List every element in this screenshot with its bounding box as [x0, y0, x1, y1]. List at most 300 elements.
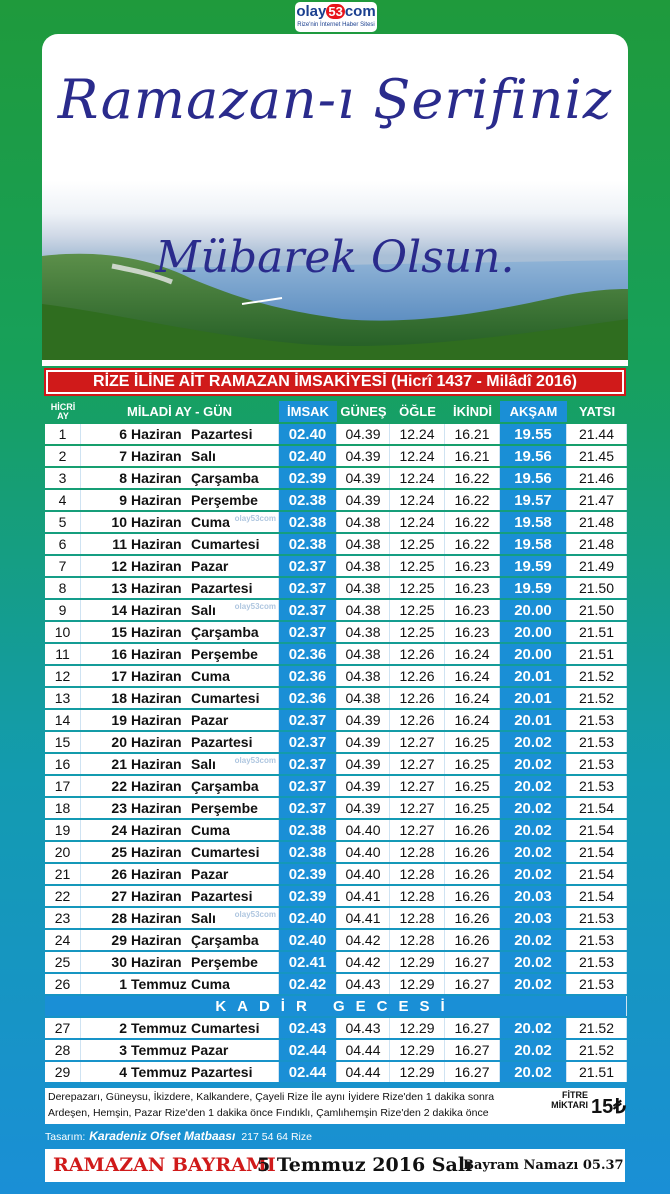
month-name: Haziran [131, 558, 182, 574]
weekday-name: Perşembe [191, 954, 258, 970]
table-row [45, 952, 627, 972]
day-number: 9 [119, 492, 127, 508]
ikindi-time: 16.24 [445, 710, 500, 730]
ikindi-time: 16.27 [445, 1018, 500, 1038]
gunes-time: 04.38 [337, 666, 390, 686]
weekday-name: Salı [191, 602, 216, 618]
day-number: 15 [111, 624, 127, 640]
gunes-time: 04.43 [337, 974, 390, 994]
ikindi-time: 16.23 [445, 556, 500, 576]
yatsi-time: 21.47 [567, 490, 627, 510]
weekday-name: Perşembe [191, 800, 258, 816]
district-notes [48, 1089, 533, 1121]
month-name: Haziran [131, 448, 182, 464]
imsak-time: 02.44 [279, 1062, 337, 1082]
ikindi-time: 16.21 [445, 446, 500, 466]
col-gunes: GÜNEŞ [340, 404, 387, 419]
weekday-name: Cumartesi [191, 844, 260, 860]
weekday-name: Pazar [191, 712, 229, 728]
ogle-time: 12.27 [390, 732, 445, 752]
day-number: 14 [111, 602, 127, 618]
month-name: Haziran [131, 910, 182, 926]
miladi-date [81, 424, 279, 444]
hicri-day: 4 [45, 490, 81, 510]
aksam-time: 20.02 [500, 820, 567, 840]
olay53-logo[interactable] [295, 2, 377, 32]
ikindi-time: 16.27 [445, 1062, 500, 1082]
day-number: 12 [111, 558, 127, 574]
hicri-day: 5 [45, 512, 81, 532]
weekday-name: Cumartesi [191, 1020, 260, 1036]
weekday-name: Cuma [191, 514, 230, 530]
miladi-date [81, 446, 279, 466]
hicri-day: 21 [45, 864, 81, 884]
ikindi-time: 16.25 [445, 798, 500, 818]
imsak-time: 02.37 [279, 600, 337, 620]
ikindi-time: 16.25 [445, 732, 500, 752]
hicri-day: 17 [45, 776, 81, 796]
imsak-time: 02.40 [279, 424, 337, 444]
ogle-time: 12.25 [390, 622, 445, 642]
ogle-time: 12.26 [390, 710, 445, 730]
miladi-date [81, 864, 279, 884]
miladi-date [81, 622, 279, 642]
hicri-day: 12 [45, 666, 81, 686]
gunes-time: 04.40 [337, 842, 390, 862]
yatsi-time: 21.48 [567, 534, 627, 554]
yatsi-time: 21.54 [567, 820, 627, 840]
yatsi-time: 21.54 [567, 842, 627, 862]
weekday-name: Cuma [191, 822, 230, 838]
yatsi-time: 21.54 [567, 864, 627, 884]
ogle-time: 12.29 [390, 1040, 445, 1060]
ogle-time: 12.29 [390, 1018, 445, 1038]
table-row [45, 424, 627, 444]
weekday-name: Cuma [191, 976, 230, 992]
ikindi-time: 16.23 [445, 622, 500, 642]
ogle-time: 12.25 [390, 534, 445, 554]
day-number: 17 [111, 668, 127, 684]
imsak-time: 02.40 [279, 930, 337, 950]
weekday-name: Pazartesi [191, 888, 253, 904]
table-row [45, 886, 627, 906]
gunes-time: 04.44 [337, 1040, 390, 1060]
yatsi-time: 21.53 [567, 930, 627, 950]
yatsi-time: 21.54 [567, 886, 627, 906]
day-number: 27 [111, 888, 127, 904]
weekday-name: Çarşamba [191, 778, 259, 794]
day-number: 22 [111, 778, 127, 794]
weekday-name: Pazartesi [191, 1064, 253, 1080]
hicri-day: 29 [45, 1062, 81, 1082]
month-name: Haziran [131, 888, 182, 904]
hicri-day: 10 [45, 622, 81, 642]
table-row [45, 842, 627, 862]
ogle-time: 12.24 [390, 446, 445, 466]
aksam-time: 19.58 [500, 534, 567, 554]
ogle-time: 12.28 [390, 908, 445, 928]
weekday-name: Çarşamba [191, 624, 259, 640]
hicri-day: 9 [45, 600, 81, 620]
logo-text-right: com [344, 3, 376, 20]
yatsi-time: 21.53 [567, 952, 627, 972]
imsak-time: 02.37 [279, 622, 337, 642]
yatsi-time: 21.45 [567, 446, 627, 466]
col-ikindi: İKİNDİ [453, 404, 492, 419]
ogle-time: 12.24 [390, 512, 445, 532]
weekday-name: Pazartesi [191, 426, 253, 442]
ogle-time: 12.26 [390, 644, 445, 664]
bayram-date: 5 Temmuz 2016 Salı [257, 1154, 473, 1176]
aksam-time: 20.02 [500, 974, 567, 994]
table-row [45, 864, 627, 884]
yatsi-time: 21.52 [567, 1040, 627, 1060]
hicri-day: 25 [45, 952, 81, 972]
month-name: Haziran [131, 668, 182, 684]
table-title-bar [44, 368, 626, 396]
hicri-day: 11 [45, 644, 81, 664]
miladi-date [81, 556, 279, 576]
aksam-time: 19.55 [500, 424, 567, 444]
aksam-time: 20.02 [500, 776, 567, 796]
hicri-day: 24 [45, 930, 81, 950]
yatsi-time: 21.48 [567, 512, 627, 532]
col-miladi: MİLADİ AY - GÜN [127, 404, 232, 419]
miladi-date [81, 842, 279, 862]
imsak-time: 02.41 [279, 952, 337, 972]
table-row [45, 600, 627, 620]
gunes-time: 04.39 [337, 754, 390, 774]
yatsi-time: 21.52 [567, 688, 627, 708]
month-name: Haziran [131, 800, 182, 816]
day-number: 20 [111, 734, 127, 750]
gunes-time: 04.42 [337, 952, 390, 972]
table-row [45, 1018, 627, 1038]
ikindi-time: 16.22 [445, 490, 500, 510]
miladi-date [81, 908, 279, 928]
imsak-time: 02.38 [279, 842, 337, 862]
aksam-time: 20.00 [500, 600, 567, 620]
imsak-time: 02.37 [279, 754, 337, 774]
note-line-2: Ardeşen, Hemşin, Pazar Rize'den 1 dakika önce Fındıklı, Çamlıhemşin Rize'den 2 dakika önce [48, 1107, 489, 1119]
aksam-time: 20.02 [500, 1040, 567, 1060]
hicri-day: 16 [45, 754, 81, 774]
hicri-day: 13 [45, 688, 81, 708]
day-number: 30 [111, 954, 127, 970]
ikindi-time: 16.27 [445, 974, 500, 994]
table-row [45, 490, 627, 510]
month-name: Haziran [131, 536, 182, 552]
month-name: Haziran [131, 624, 182, 640]
ikindi-time: 16.27 [445, 952, 500, 972]
bayram-title: RAMAZAN BAYRAMI [53, 1154, 276, 1176]
table-title: RİZE İLİNE AİT RAMAZAN İMSAKİYESİ (Hicrî 1437 - Milâdî 2016) [48, 372, 622, 392]
gunes-time: 04.38 [337, 534, 390, 554]
yatsi-time: 21.44 [567, 424, 627, 444]
weekday-name: Cuma [191, 668, 230, 684]
table-row [45, 446, 627, 466]
imsak-time: 02.38 [279, 534, 337, 554]
table-row [45, 798, 627, 818]
day-number: 8 [119, 470, 127, 486]
aksam-time: 20.02 [500, 1062, 567, 1082]
month-name: Temmuz [131, 1020, 187, 1036]
day-number: 6 [119, 426, 127, 442]
weekday-name: Pazartesi [191, 580, 253, 596]
month-name: Haziran [131, 602, 182, 618]
miladi-date [81, 1040, 279, 1060]
table-row [45, 556, 627, 576]
yatsi-time: 21.51 [567, 644, 627, 664]
day-number: 25 [111, 844, 127, 860]
imsak-time: 02.40 [279, 446, 337, 466]
month-name: Haziran [131, 426, 182, 442]
watermark-logo: olay53com [234, 910, 276, 919]
ikindi-time: 16.23 [445, 578, 500, 598]
month-name: Haziran [131, 756, 182, 772]
imsak-time: 02.36 [279, 666, 337, 686]
month-name: Haziran [131, 866, 182, 882]
gunes-time: 04.38 [337, 622, 390, 642]
table-row [45, 644, 627, 664]
ogle-time: 12.27 [390, 798, 445, 818]
ikindi-time: 16.22 [445, 468, 500, 488]
miladi-date [81, 798, 279, 818]
table-row [45, 468, 627, 488]
weekday-name: Salı [191, 910, 216, 926]
ikindi-time: 16.24 [445, 666, 500, 686]
day-number: 10 [111, 514, 127, 530]
day-number: 11 [112, 536, 127, 552]
aksam-time: 20.02 [500, 732, 567, 752]
weekday-name: Pazartesi [191, 734, 253, 750]
month-name: Haziran [131, 492, 182, 508]
hicri-day: 20 [45, 842, 81, 862]
weekday-name: Perşembe [191, 492, 258, 508]
yatsi-time: 21.53 [567, 776, 627, 796]
ogle-time: 12.27 [390, 776, 445, 796]
table-row [45, 622, 627, 642]
miladi-date [81, 820, 279, 840]
miladi-date [81, 600, 279, 620]
weekday-name: Perşembe [191, 646, 258, 662]
imsak-time: 02.38 [279, 820, 337, 840]
weekday-name: Salı [191, 448, 216, 464]
logo-tagline: Rize'nin İnternet Haber Sitesi [297, 22, 375, 28]
hicri-day: 6 [45, 534, 81, 554]
hero-subtitle: Mübarek Olsun. [155, 232, 515, 283]
ogle-time: 12.28 [390, 842, 445, 862]
aksam-time: 19.57 [500, 490, 567, 510]
ogle-time: 12.25 [390, 600, 445, 620]
aksam-time: 20.02 [500, 952, 567, 972]
miladi-date [81, 578, 279, 598]
month-name: Haziran [131, 844, 182, 860]
ogle-time: 12.28 [390, 930, 445, 950]
table-row [45, 512, 627, 532]
day-number: 26 [111, 866, 127, 882]
imsak-time: 02.39 [279, 864, 337, 884]
logo-number: 53 [328, 4, 343, 19]
table-row [45, 578, 627, 598]
ogle-time: 12.28 [390, 864, 445, 884]
gunes-time: 04.42 [337, 930, 390, 950]
table-row [45, 1062, 627, 1082]
ikindi-time: 16.24 [445, 644, 500, 664]
month-name: Haziran [131, 690, 182, 706]
yatsi-time: 21.52 [567, 1018, 627, 1038]
bayram-namaz: Bayram Namazı 05.37 [463, 1158, 624, 1173]
col-aksam: AKŞAM [500, 401, 567, 422]
notes-box [45, 1088, 625, 1124]
ikindi-time: 16.26 [445, 930, 500, 950]
miladi-date [81, 732, 279, 752]
hicri-day: 28 [45, 1040, 81, 1060]
ikindi-time: 16.22 [445, 534, 500, 554]
gunes-time: 04.40 [337, 864, 390, 884]
gunes-time: 04.39 [337, 490, 390, 510]
imsak-time: 02.36 [279, 644, 337, 664]
yatsi-time: 21.53 [567, 908, 627, 928]
table-row [45, 710, 627, 730]
miladi-date [81, 886, 279, 906]
gunes-time: 04.41 [337, 886, 390, 906]
ogle-time: 12.24 [390, 490, 445, 510]
day-number: 4 [119, 1064, 127, 1080]
yatsi-time: 21.50 [567, 578, 627, 598]
ogle-time: 12.24 [390, 468, 445, 488]
miladi-date [81, 710, 279, 730]
weekday-name: Pazar [191, 1042, 229, 1058]
col-ogle: ÖĞLE [399, 404, 436, 419]
aksam-time: 20.01 [500, 688, 567, 708]
imsak-time: 02.42 [279, 974, 337, 994]
col-yatsi: YATSI [578, 404, 616, 419]
gunes-time: 04.39 [337, 798, 390, 818]
ogle-time: 12.27 [390, 820, 445, 840]
day-number: 24 [111, 822, 127, 838]
table-body [45, 424, 627, 1082]
day-number: 18 [111, 690, 127, 706]
ikindi-time: 16.27 [445, 1040, 500, 1060]
ogle-time: 12.29 [390, 1062, 445, 1082]
aksam-time: 20.02 [500, 1018, 567, 1038]
gunes-time: 04.44 [337, 1062, 390, 1082]
table-header-row [45, 401, 627, 422]
hicri-day: 14 [45, 710, 81, 730]
miladi-date [81, 468, 279, 488]
month-name: Haziran [131, 514, 182, 530]
aksam-time: 20.00 [500, 644, 567, 664]
ikindi-time: 16.24 [445, 688, 500, 708]
hicri-day: 1 [45, 424, 81, 444]
logo-text-left: olay [296, 3, 327, 20]
miladi-date [81, 754, 279, 774]
yatsi-time: 21.51 [567, 1062, 627, 1082]
table-row [45, 754, 627, 774]
month-name: Haziran [131, 932, 182, 948]
yatsi-time: 21.53 [567, 710, 627, 730]
ikindi-time: 16.26 [445, 820, 500, 840]
yatsi-time: 21.53 [567, 754, 627, 774]
month-name: Haziran [131, 470, 182, 486]
yatsi-time: 21.49 [567, 556, 627, 576]
hicri-day: 8 [45, 578, 81, 598]
gunes-time: 04.39 [337, 468, 390, 488]
hicri-day: 18 [45, 798, 81, 818]
day-number: 16 [111, 646, 127, 662]
hicri-day: 26 [45, 974, 81, 994]
printer-name: Karadeniz Ofset Matbaası [89, 1129, 236, 1143]
fitre-label: FİTRE MİKTARI [551, 1090, 588, 1110]
weekday-name: Salı [191, 756, 216, 772]
ogle-time: 12.29 [390, 974, 445, 994]
aksam-time: 20.01 [500, 666, 567, 686]
month-name: Temmuz [131, 976, 187, 992]
miladi-date [81, 490, 279, 510]
table-row [45, 974, 627, 994]
hero-title: Ramazan-ı Şerifiniz [57, 68, 613, 131]
credit-label: Tasarım: [45, 1131, 86, 1143]
yatsi-time: 21.53 [567, 732, 627, 752]
table-row [45, 1040, 627, 1060]
day-number: 29 [111, 932, 127, 948]
imsak-time: 02.37 [279, 556, 337, 576]
miladi-date [81, 952, 279, 972]
ogle-time: 12.28 [390, 886, 445, 906]
aksam-time: 20.02 [500, 798, 567, 818]
imsak-time: 02.39 [279, 468, 337, 488]
aksam-time: 20.00 [500, 622, 567, 642]
month-name: Haziran [131, 954, 182, 970]
table-row [45, 820, 627, 840]
ogle-time: 12.25 [390, 578, 445, 598]
month-name: Temmuz [131, 1042, 187, 1058]
weekday-name: Pazar [191, 558, 229, 574]
day-number: 21 [111, 756, 127, 772]
table-row [45, 908, 627, 928]
ogle-time: 12.27 [390, 754, 445, 774]
gunes-time: 04.39 [337, 446, 390, 466]
aksam-time: 20.02 [500, 842, 567, 862]
aksam-time: 20.03 [500, 886, 567, 906]
ikindi-time: 16.23 [445, 600, 500, 620]
aksam-time: 19.58 [500, 512, 567, 532]
watermark-logo: olay53com [234, 602, 276, 611]
aksam-time: 20.02 [500, 864, 567, 884]
imsak-time: 02.36 [279, 688, 337, 708]
day-number: 1 [119, 976, 127, 992]
fitre-value: 15₺ [591, 1096, 626, 1118]
aksam-time: 19.56 [500, 468, 567, 488]
kadir-gecesi-label: KADİR GECESİ [45, 996, 627, 1016]
ikindi-time: 16.25 [445, 754, 500, 774]
table-row [45, 688, 627, 708]
imsak-time: 02.39 [279, 886, 337, 906]
imsak-time: 02.37 [279, 798, 337, 818]
gunes-time: 04.39 [337, 424, 390, 444]
table-row [45, 930, 627, 950]
month-name: Temmuz [131, 1064, 187, 1080]
ikindi-time: 16.22 [445, 512, 500, 532]
aksam-time: 20.01 [500, 710, 567, 730]
day-number: 23 [111, 800, 127, 816]
imsak-time: 02.38 [279, 512, 337, 532]
month-name: Haziran [131, 822, 182, 838]
gunes-time: 04.38 [337, 600, 390, 620]
hicri-day: 22 [45, 886, 81, 906]
gunes-time: 04.38 [337, 688, 390, 708]
